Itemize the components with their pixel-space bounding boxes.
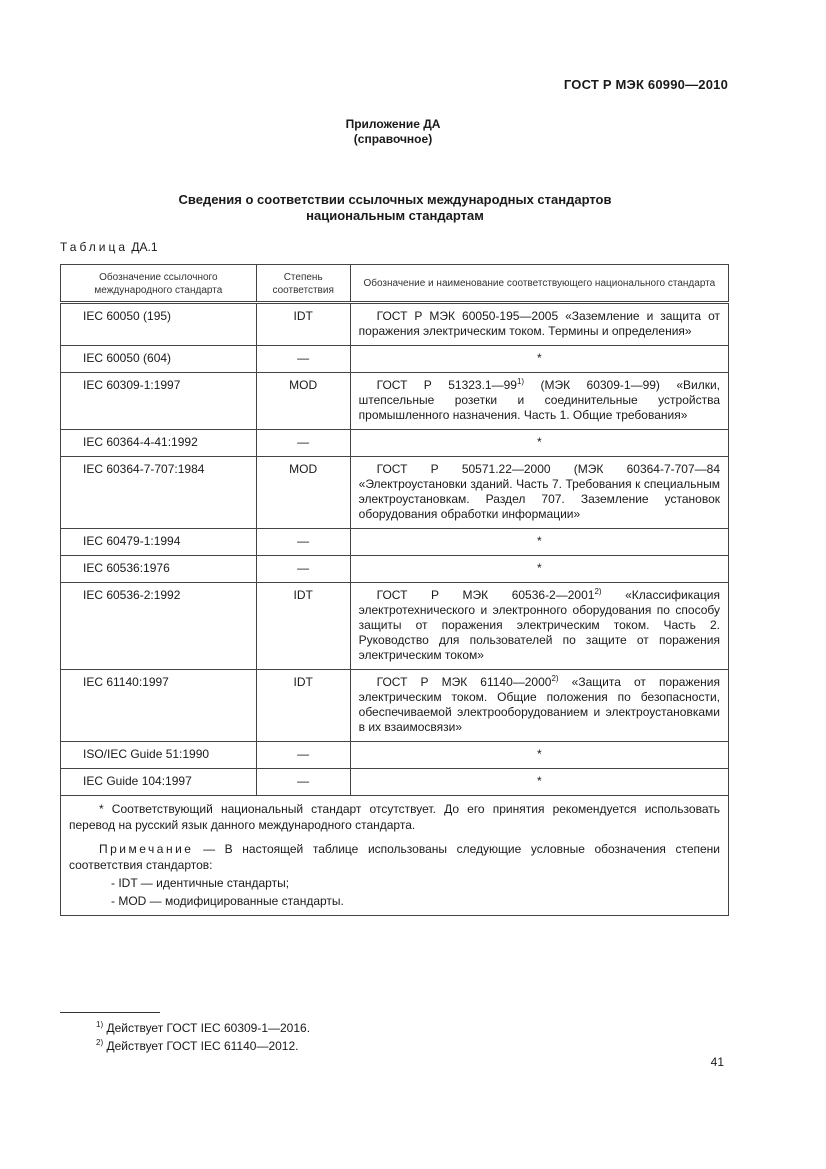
table-row <box>61 457 729 529</box>
cell-national <box>350 303 728 346</box>
cell-degree: IDT <box>256 303 350 346</box>
cell-reference: ISO/IEC Guide 51:1990 <box>61 742 257 769</box>
cell-reference: IEC 61140:1997 <box>61 670 257 742</box>
cell-reference: IEC 60050 (195) <box>61 303 257 346</box>
national-text-rest: «Защита от поражения электрическим током. Общие положения по безопасности, обеспечиваемой электрооборудованием и электроустановками в их взаимосвязи» <box>358 675 721 734</box>
cell-reference: IEC 60050 (604) <box>61 346 257 373</box>
national-text-rest: (МЭК 60309-1—99) «Вилки, штепсельные розетки и соединительные устройства промышленного назначения. Часть 1. Общие требования» <box>358 378 720 422</box>
header-degree: Степень соответствия <box>256 265 350 303</box>
table-row <box>61 769 729 796</box>
table-row <box>61 583 729 670</box>
cell-reference: IEC 60309-1:1997 <box>61 373 257 430</box>
document-id: ГОСТ Р МЭК 60990—2010 <box>563 77 728 92</box>
table-row <box>61 373 729 430</box>
asterisk-note <box>69 801 720 833</box>
national-text: ГОСТ Р 51323.1—99 <box>376 378 517 392</box>
table-caption-word: Таблица <box>60 240 129 254</box>
national-text: ГОСТ Р МЭК 60536-2—2001 <box>376 588 595 602</box>
national-text: ГОСТ Р МЭК 60050-195—2005 «Заземление и защита от поражения электрическим током. Термины и определения» <box>358 309 720 338</box>
table-row <box>61 430 729 457</box>
header-reference-standard: Обозначение ссылочного международного стандарта <box>61 265 257 303</box>
table-header-row <box>61 265 729 303</box>
footnote-2 <box>96 1037 310 1055</box>
cell-national: * <box>350 529 728 556</box>
footnote-2-mark: 2) <box>96 1038 104 1047</box>
section-title-line-1: Сведения о соответствии ссылочных международных стандартов <box>178 192 612 207</box>
section-title-line-2: национальным стандартам <box>306 208 484 223</box>
table-row <box>61 670 729 742</box>
asterisk-note-text: * Соответствующий национальный стандарт отсутствует. До его принятия рекомендуется использовать перевод на русский язык данного международного стандарта. <box>69 802 720 832</box>
cell-reference: IEC 60364-7-707:1984 <box>61 457 257 529</box>
cell-degree: IDT <box>256 583 350 670</box>
cell-national <box>350 373 728 430</box>
cell-national <box>350 457 728 529</box>
footnote-2-text: Действует ГОСТ IEC 61140—2012. <box>103 1039 299 1053</box>
cell-national: * <box>350 346 728 373</box>
national-text: ГОСТ Р 50571.22—2000 (МЭК 60364-7-707—84 «Электроустановки зданий. Часть 7. Требования к специальным электроустановкам. Раздел 707. Заземление установок оборудования обработки информации» <box>358 462 720 521</box>
legend-note <box>69 841 720 873</box>
national-text: ГОСТ Р МЭК 61140—2000 <box>376 675 552 689</box>
footnote-mark: 2) <box>551 674 559 683</box>
national-text-rest: «Классификация электротехнического и электронного оборудования по способу защиты от поражения электрическим током. Часть 2. Руководство для пользователей по защите от поражения электрическим током» <box>358 588 721 662</box>
footnote-divider <box>60 1012 160 1013</box>
table-row <box>61 742 729 769</box>
annex-title: Приложение ДА <box>345 117 441 131</box>
cell-national <box>350 583 728 670</box>
table-row <box>61 529 729 556</box>
table-row <box>61 556 729 583</box>
cell-reference: IEC 60536-2:1992 <box>61 583 257 670</box>
legend-item-idt: - IDT — идентичные стандарты; <box>111 876 290 890</box>
note-label: Примечание <box>99 842 194 856</box>
cell-degree: — <box>256 556 350 583</box>
table-row <box>61 303 729 346</box>
table-row <box>61 346 729 373</box>
footnote-1-mark: 1) <box>96 1020 104 1029</box>
cell-reference: IEC 60479-1:1994 <box>61 529 257 556</box>
cell-degree: IDT <box>256 670 350 742</box>
legend-item-mod: - MOD — модифицированные стандарты. <box>111 894 344 908</box>
header-national-standard: Обозначение и наименование соответствующего национального стандарта <box>350 265 728 303</box>
footnote-mark: 1) <box>516 377 525 386</box>
correspondence-table <box>60 264 729 916</box>
annex-subtitle: (справочное) <box>353 132 433 146</box>
footnote-1-text: Действует ГОСТ IEC 60309-1—2016. <box>103 1021 311 1035</box>
page-number: 41 <box>710 1055 724 1069</box>
cell-degree: — <box>256 529 350 556</box>
annex-heading <box>0 117 786 147</box>
table-caption <box>60 240 158 254</box>
footnotes <box>96 1019 310 1055</box>
cell-reference: IEC 60536:1976 <box>61 556 257 583</box>
cell-national: * <box>350 742 728 769</box>
cell-national: * <box>350 430 728 457</box>
cell-national <box>350 670 728 742</box>
cell-reference: IEC Guide 104:1997 <box>61 769 257 796</box>
cell-degree: — <box>256 430 350 457</box>
footnote-mark: 2) <box>594 587 602 596</box>
cell-degree: MOD <box>256 373 350 430</box>
cell-degree: — <box>256 769 350 796</box>
cell-reference: IEC 60364-4-41:1992 <box>61 430 257 457</box>
table-notes <box>61 796 729 916</box>
cell-degree: — <box>256 346 350 373</box>
cell-degree: — <box>256 742 350 769</box>
cell-national: * <box>350 556 728 583</box>
note-text: — В настоящей таблице использованы следующие условные обозначения степени соответствия стандартов: <box>69 842 720 872</box>
cell-national: * <box>350 769 728 796</box>
table-notes-row <box>61 796 729 916</box>
footnote-1 <box>96 1019 310 1037</box>
cell-degree: MOD <box>256 457 350 529</box>
table-caption-number: ДА.1 <box>131 240 158 254</box>
section-title <box>0 192 790 224</box>
